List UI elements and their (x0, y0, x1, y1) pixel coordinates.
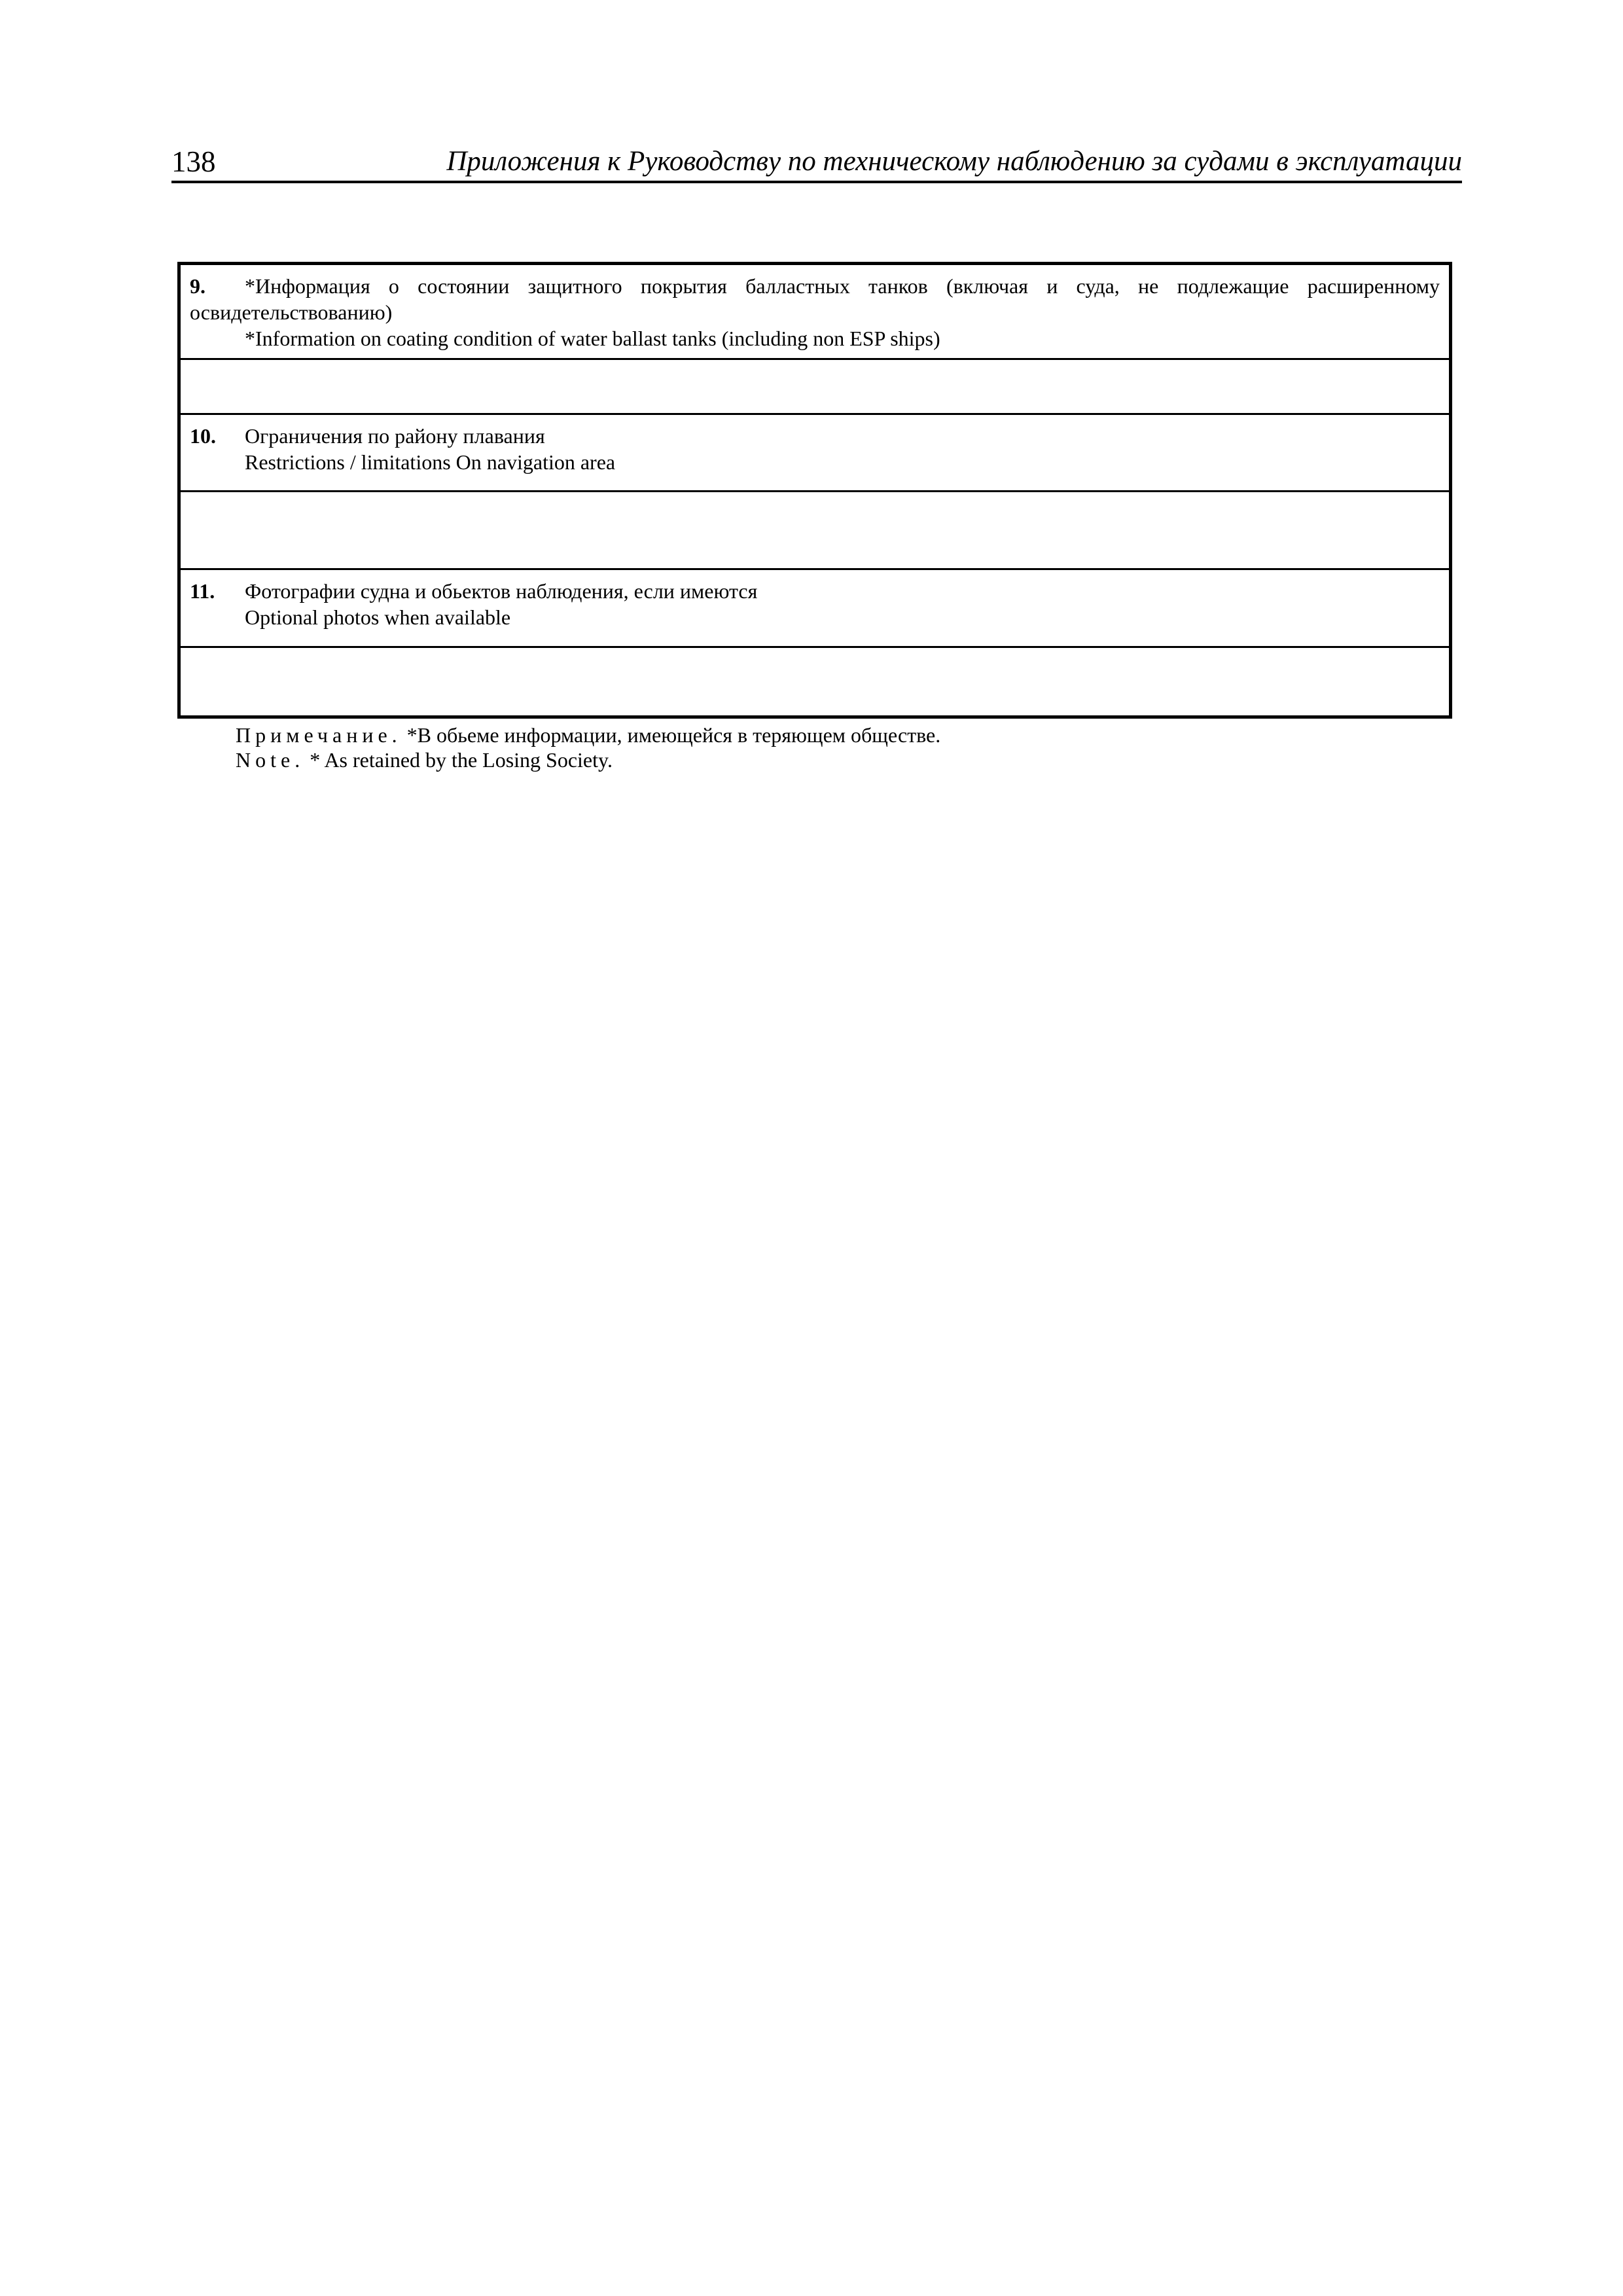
note-en (236, 747, 940, 772)
section-number: 9. (190, 274, 205, 298)
section-11-header (181, 570, 1449, 648)
section-number: 10. (190, 424, 216, 448)
section-title-ru: *Информация о состоянии защитного покрытия балластных танков (включая и суда, не подлежащие расширенному (245, 274, 1440, 298)
section-title-en: Optional photos when available (245, 605, 511, 629)
note-ru (236, 723, 940, 747)
section-title-en: Restrictions / limitations On navigation area (245, 450, 616, 474)
note-ru-text: *В обьеме информации, имеющейся в теряющем обществе. (406, 723, 941, 747)
section-title-ru-continued: освидетельствованию) (190, 300, 393, 324)
note-en-label: Note. (236, 748, 305, 772)
page-header (171, 143, 1462, 183)
section-9-header (181, 265, 1449, 360)
section-title-ru: Фотографии судна и обьектов наблюдения, если имеются (245, 579, 758, 603)
footnotes (236, 723, 940, 772)
form-table (177, 262, 1452, 719)
section-11-content[interactable] (181, 648, 1449, 715)
running-title: Приложения к Руководству по техническому наблюдению за судами в эксплуатации (446, 146, 1462, 177)
section-10-header (181, 415, 1449, 492)
section-9-content[interactable] (181, 360, 1449, 415)
section-title-en: *Information on coating condition of water ballast tanks (including non ESP ships) (245, 327, 940, 350)
section-number: 11. (190, 579, 215, 603)
section-title-ru: Ограничения по району плавания (245, 424, 545, 448)
section-10-content[interactable] (181, 492, 1449, 570)
note-en-text: * As retained by the Losing Society. (310, 748, 613, 772)
page-number: 138 (171, 145, 216, 178)
note-ru-label: Примечание. (236, 723, 402, 747)
